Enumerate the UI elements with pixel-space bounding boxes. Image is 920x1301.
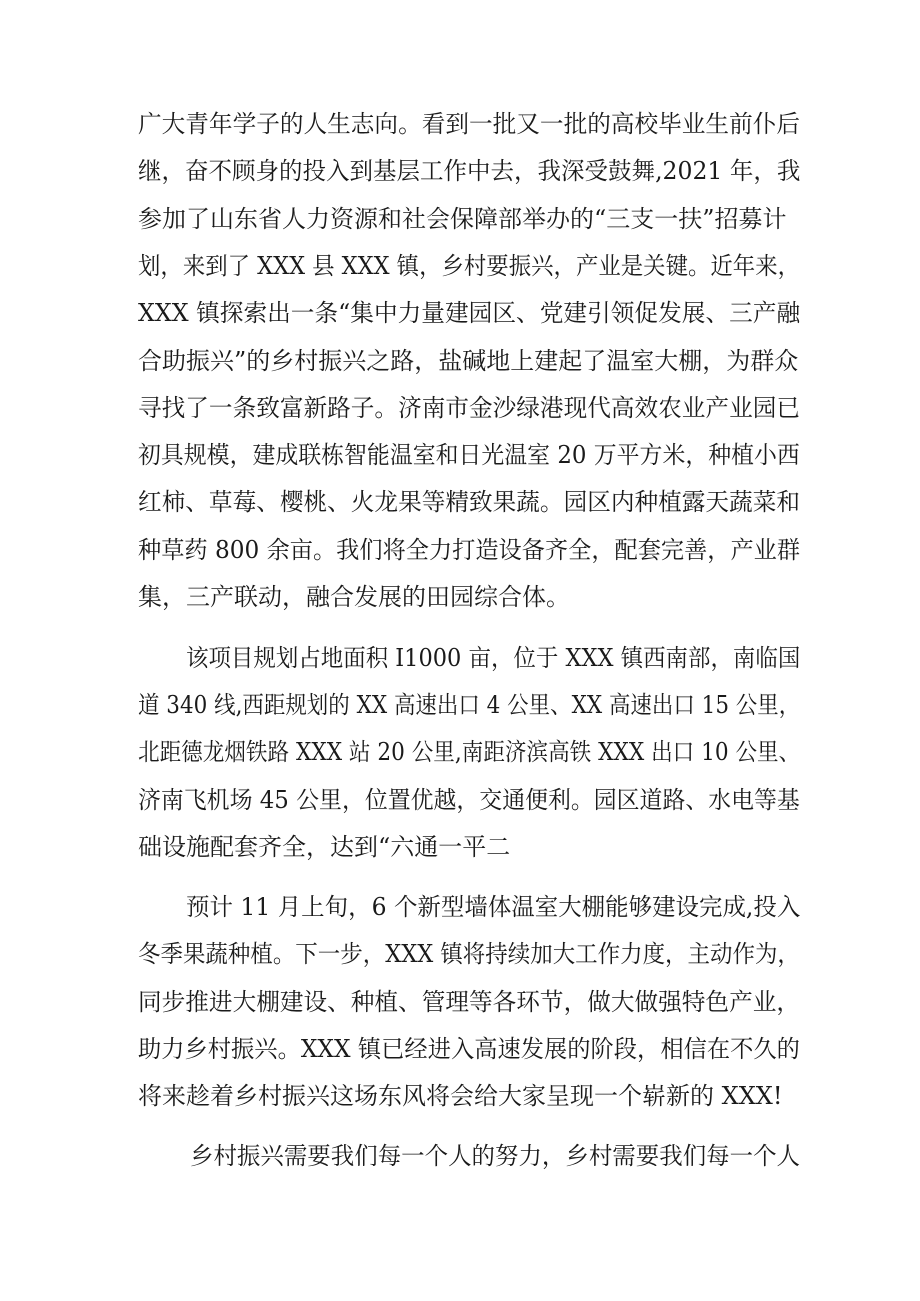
text-line: 础设施配套齐全，达到“六通一平二 xyxy=(138,833,511,862)
text-line: 冬季果蔬种植。下一步，XXX 镇将持续加大工作力度，主动作为， xyxy=(138,940,800,969)
text-line: 该项目规划占地面积 I1000 亩，位于 XXX 镇西南部，南临国 xyxy=(186,643,801,672)
text-line: 乡村振兴需要我们每一个人的努力，乡村需要我们每一个人 xyxy=(190,1142,800,1171)
text-line: XXX 镇探索出一条“集中力量建园区、党建引领促发展、三产融 xyxy=(138,299,801,328)
text-line: 集，三产联动，融合发展的田园综合体。 xyxy=(138,583,570,612)
text-line: 将来趁着乡村振兴这场东风将会给大家呈现一个崭新的 XXX! xyxy=(138,1082,783,1111)
text-line: 划，来到了 XXX 县 XXX 镇，乡村要振兴，产业是关键。近年来， xyxy=(138,251,801,280)
text-line: 参加了山东省人力资源和社会保障部举办的“三支一扶”招募计 xyxy=(138,204,787,233)
text-line: 预计 11 月上旬，6 个新型墙体温室大棚能够建设完成,投入 xyxy=(186,893,801,922)
text-line: 种草药 800 余亩。我们将全力打造设备齐全，配套完善，产业群 xyxy=(138,535,801,564)
text-line: 道 340 线,西距规划的 XX 高速出口 4 公里、XX 高速出口 15 公里， xyxy=(138,691,801,720)
text-line: 北距德龙烟铁路 XXX 站 20 公里,南距济滨高铁 XXX 出口 10 公里、 xyxy=(138,738,801,767)
text-line: 广大青年学子的人生志向。看到一批又一批的高校毕业生前仆后 xyxy=(138,110,800,138)
text-line: 助力乡村振兴。XXX 镇已经进入高速发展的阶段，相信在不久的 xyxy=(138,1034,800,1063)
text-line: 继，奋不顾身的投入到基层工作中去，我深受鼓舞,2021 年，我 xyxy=(138,157,801,186)
text-line: 合助振兴”的乡村振兴之路，盐碱地上建起了温室大棚，为群众 xyxy=(138,346,799,375)
text-line: 寻找了一条致富新路子。济南市金沙绿港现代高效农业产业园已 xyxy=(138,393,800,422)
text-line: 同步推进大棚建设、种植、管理等各环节，做大做强特色产业， xyxy=(138,987,800,1016)
text-line: 济南飞机场 45 公里，位置优越，交通便利。园区道路、水电等基 xyxy=(138,785,800,814)
text-line: 红柿、草莓、樱桃、火龙果等精致果蔬。园区内种植露天蔬菜和 xyxy=(138,488,800,517)
text-line: 初具规模，建成联栋智能温室和日光温室 20 万平方米，种植小西 xyxy=(138,441,800,470)
